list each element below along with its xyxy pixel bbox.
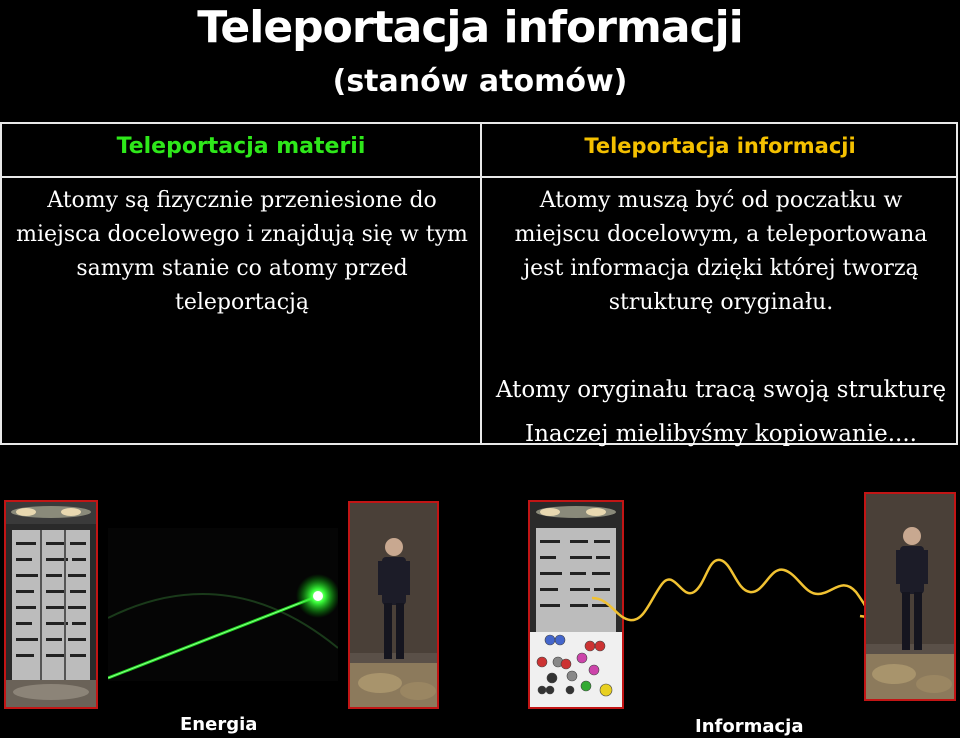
slide-subtitle: (stanów atomów) bbox=[332, 64, 628, 99]
note-line-2: Inaczej mielibyśmy kopiowanie.... bbox=[525, 421, 917, 447]
person-image-left bbox=[348, 501, 439, 709]
information-note bbox=[484, 368, 958, 456]
matter-teleportation-text: Atomy są fizycznie przeniesione do miejsca docelowego i znajdują się w tym samym stanie co atomy przed teleportacją bbox=[16, 188, 468, 315]
information-caption: Informacja bbox=[695, 716, 804, 737]
table-divider-horizontal bbox=[2, 176, 956, 178]
note-line-1: Atomy oryginału tracą swoją strukturę bbox=[495, 377, 947, 403]
information-wave-arrow bbox=[590, 540, 880, 630]
energy-caption: Energia bbox=[180, 714, 258, 735]
matter-teleportation-header: Teleportacja materii bbox=[116, 134, 366, 159]
information-teleportation-text: Atomy muszą być od poczatku w miejscu docelowym, a teleportowana jest informacja dzięki której tworzą strukturę oryginału. bbox=[514, 188, 928, 315]
person-image-right bbox=[864, 492, 956, 701]
information-teleportation-header: Teleportacja informacji bbox=[584, 134, 856, 158]
table-divider-vertical bbox=[480, 124, 482, 443]
energy-beam-image bbox=[108, 528, 338, 681]
comparison-table bbox=[0, 122, 958, 445]
teleporter-pad-image-left bbox=[4, 500, 98, 709]
slide-title: Teleportacja informacji bbox=[197, 2, 743, 53]
